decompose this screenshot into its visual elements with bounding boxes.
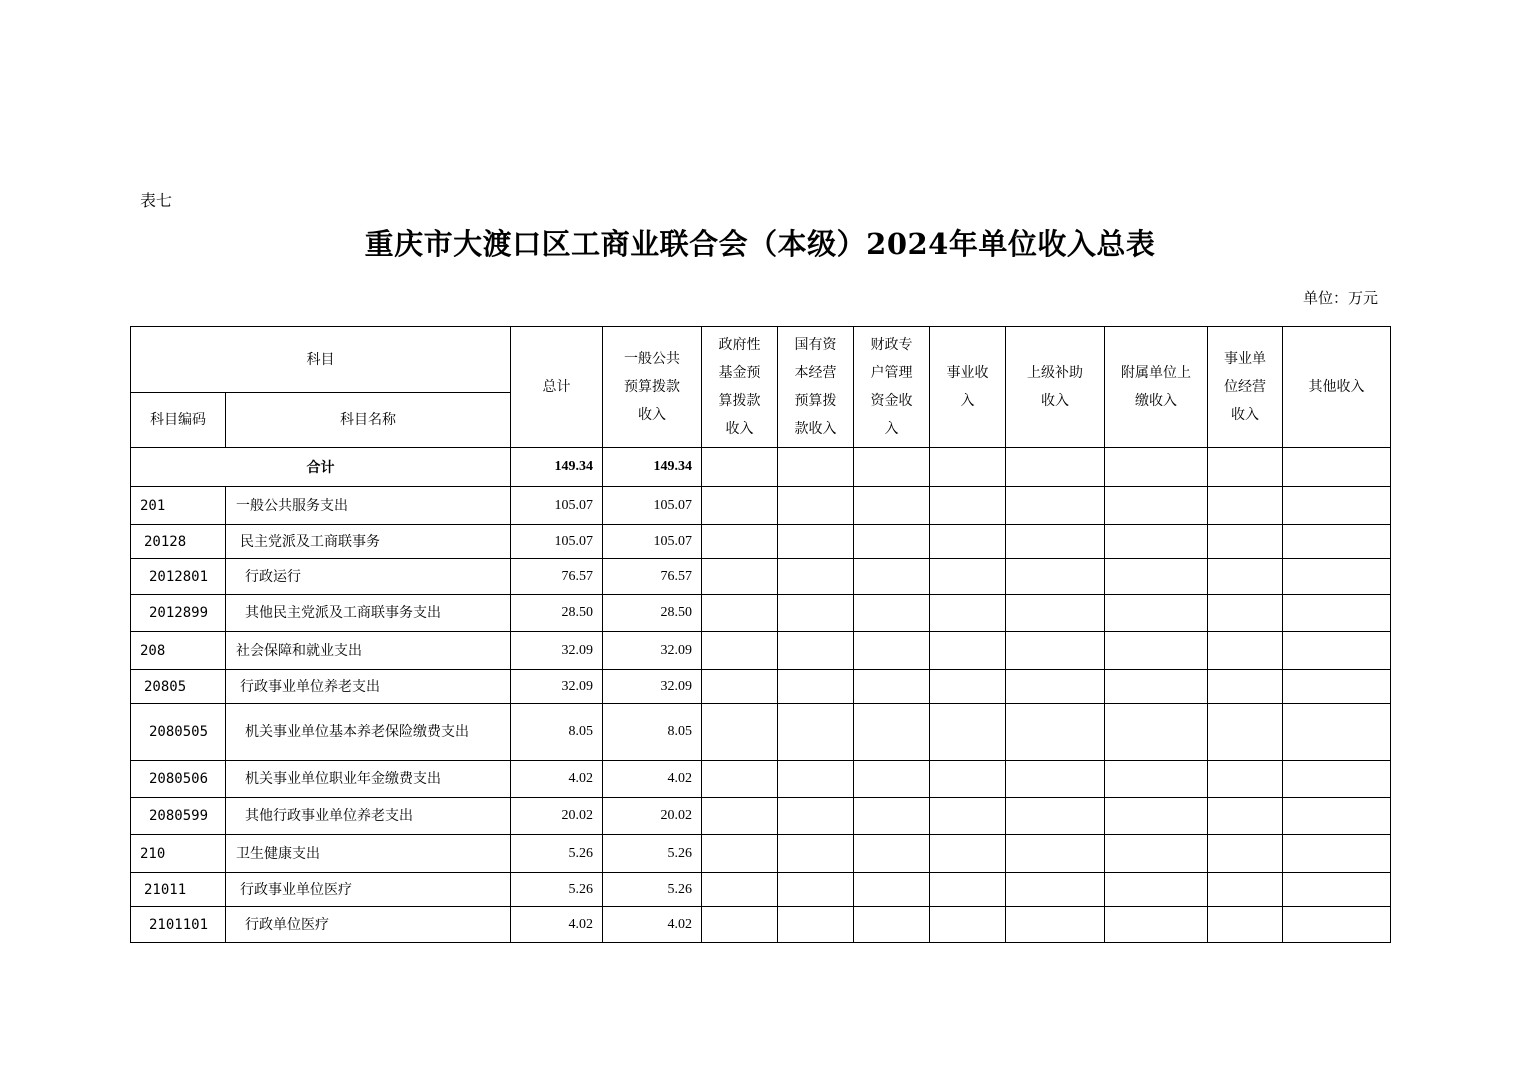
- empty-cell: [702, 525, 778, 559]
- table-row: [131, 487, 1391, 525]
- table-body: [131, 448, 1391, 943]
- empty-cell: [1006, 448, 1105, 487]
- table-header: [131, 327, 1391, 448]
- total-value: 32.09: [511, 670, 603, 704]
- header-line: 预算拨: [794, 393, 837, 409]
- subject-name: 行政单位医疗: [226, 907, 511, 943]
- subject-code: 201: [131, 487, 226, 525]
- header-line: 收入: [638, 407, 666, 423]
- total-value: 76.57: [511, 559, 603, 595]
- total-label: 合计: [131, 448, 511, 487]
- header-total: 总计: [511, 327, 603, 448]
- empty-cell: [854, 559, 930, 595]
- empty-cell: [930, 487, 1006, 525]
- empty-cell: [930, 761, 1006, 798]
- empty-cell: [778, 670, 854, 704]
- total-total: 149.34: [511, 448, 603, 487]
- empty-cell: [1105, 670, 1208, 704]
- subject-name: 一般公共服务支出: [226, 487, 511, 525]
- empty-cell: [1105, 559, 1208, 595]
- empty-cell: [778, 595, 854, 632]
- empty-cell: [930, 873, 1006, 907]
- empty-cell: [1208, 487, 1283, 525]
- empty-cell: [1105, 525, 1208, 559]
- general-budget-value: 20.02: [603, 798, 702, 835]
- empty-cell: [1105, 761, 1208, 798]
- header-line: 收入: [1231, 407, 1259, 423]
- empty-cell: [1208, 632, 1283, 670]
- total-value: 8.05: [511, 704, 603, 761]
- header-line: 附属单位上: [1121, 365, 1191, 381]
- empty-cell: [702, 448, 778, 487]
- total-value: 5.26: [511, 873, 603, 907]
- empty-cell: [1283, 873, 1391, 907]
- empty-cell: [1283, 761, 1391, 798]
- header-gov-fund: [702, 327, 778, 448]
- table-row: [131, 798, 1391, 835]
- empty-cell: [930, 525, 1006, 559]
- header-line: 算拨款: [718, 393, 761, 409]
- table-row: [131, 632, 1391, 670]
- header-line: 本经营: [794, 365, 837, 381]
- empty-cell: [854, 487, 930, 525]
- empty-cell: [1105, 873, 1208, 907]
- empty-cell: [778, 448, 854, 487]
- empty-cell: [778, 835, 854, 873]
- empty-cell: [1208, 448, 1283, 487]
- header-general-budget: [603, 327, 702, 448]
- empty-cell: [1208, 761, 1283, 798]
- subject-code: 2080506: [131, 761, 226, 798]
- total-value: 5.26: [511, 835, 603, 873]
- subject-code: 2012899: [131, 595, 226, 632]
- subject-code: 208: [131, 632, 226, 670]
- empty-cell: [854, 525, 930, 559]
- empty-cell: [1208, 595, 1283, 632]
- general-budget-value: 28.50: [603, 595, 702, 632]
- total-general-budget: 149.34: [603, 448, 702, 487]
- total-value: 4.02: [511, 761, 603, 798]
- empty-cell: [778, 907, 854, 943]
- empty-cell: [1208, 670, 1283, 704]
- empty-cell: [778, 798, 854, 835]
- empty-cell: [930, 907, 1006, 943]
- subject-name: 其他行政事业单位养老支出: [226, 798, 511, 835]
- empty-cell: [854, 632, 930, 670]
- empty-cell: [778, 487, 854, 525]
- empty-cell: [702, 907, 778, 943]
- empty-cell: [930, 835, 1006, 873]
- empty-cell: [702, 873, 778, 907]
- empty-cell: [1208, 704, 1283, 761]
- empty-cell: [1283, 704, 1391, 761]
- empty-cell: [1006, 559, 1105, 595]
- empty-cell: [1006, 761, 1105, 798]
- empty-cell: [854, 798, 930, 835]
- general-budget-value: 76.57: [603, 559, 702, 595]
- empty-cell: [1105, 632, 1208, 670]
- empty-cell: [702, 632, 778, 670]
- header-line: 事业收: [946, 365, 989, 381]
- empty-cell: [1006, 798, 1105, 835]
- header-line: 基金预: [718, 365, 761, 381]
- empty-cell: [1006, 907, 1105, 943]
- header-line: 收入: [1041, 393, 1069, 409]
- empty-cell: [1208, 798, 1283, 835]
- subject-name: 机关事业单位职业年金缴费支出: [226, 761, 511, 798]
- empty-cell: [1105, 595, 1208, 632]
- empty-cell: [1006, 632, 1105, 670]
- subject-code: 2080505: [131, 704, 226, 761]
- header-line: 预算拨款: [624, 379, 680, 395]
- header-line: 位经营: [1224, 379, 1266, 395]
- empty-cell: [1006, 487, 1105, 525]
- empty-cell: [854, 761, 930, 798]
- empty-cell: [1006, 670, 1105, 704]
- total-row: [131, 448, 1391, 487]
- empty-cell: [1283, 907, 1391, 943]
- header-state-capital: [778, 327, 854, 448]
- empty-cell: [1283, 448, 1391, 487]
- table-row: [131, 525, 1391, 559]
- empty-cell: [1283, 798, 1391, 835]
- empty-cell: [702, 835, 778, 873]
- empty-cell: [1006, 873, 1105, 907]
- empty-cell: [1208, 525, 1283, 559]
- empty-cell: [1105, 448, 1208, 487]
- subject-code: 20805: [131, 670, 226, 704]
- subject-code: 2101101: [131, 907, 226, 943]
- general-budget-value: 4.02: [603, 907, 702, 943]
- empty-cell: [778, 761, 854, 798]
- empty-cell: [1105, 907, 1208, 943]
- empty-cell: [930, 448, 1006, 487]
- header-line: 款收入: [794, 421, 837, 437]
- empty-cell: [930, 632, 1006, 670]
- income-summary-table: [130, 326, 1391, 943]
- empty-cell: [778, 704, 854, 761]
- general-budget-value: 32.09: [603, 670, 702, 704]
- empty-cell: [930, 670, 1006, 704]
- general-budget-value: 5.26: [603, 835, 702, 873]
- empty-cell: [1006, 704, 1105, 761]
- empty-cell: [1283, 525, 1391, 559]
- subject-name: 社会保障和就业支出: [226, 632, 511, 670]
- subject-name: 卫生健康支出: [226, 835, 511, 873]
- empty-cell: [1105, 835, 1208, 873]
- empty-cell: [854, 670, 930, 704]
- subject-name: 行政事业单位医疗: [226, 873, 511, 907]
- empty-cell: [1006, 525, 1105, 559]
- table-row: [131, 670, 1391, 704]
- empty-cell: [778, 632, 854, 670]
- subject-code: 20128: [131, 525, 226, 559]
- empty-cell: [1105, 704, 1208, 761]
- empty-cell: [778, 525, 854, 559]
- header-superior-subsidy: [1006, 327, 1105, 448]
- general-budget-value: 32.09: [603, 632, 702, 670]
- empty-cell: [1283, 595, 1391, 632]
- subject-code: 2080599: [131, 798, 226, 835]
- empty-cell: [930, 559, 1006, 595]
- empty-cell: [1208, 835, 1283, 873]
- empty-cell: [854, 835, 930, 873]
- empty-cell: [702, 559, 778, 595]
- subject-name: 行政事业单位养老支出: [226, 670, 511, 704]
- document-title: 重庆市大渡口区工商业联合会（本级）2024年单位收入总表: [364, 227, 1156, 261]
- table-number-label: 表七: [140, 191, 173, 210]
- table-row: [131, 595, 1391, 632]
- empty-cell: [930, 704, 1006, 761]
- empty-cell: [1105, 487, 1208, 525]
- table-row: [131, 873, 1391, 907]
- table-row: [131, 559, 1391, 595]
- header-line: 事业单: [1224, 351, 1266, 367]
- empty-cell: [702, 487, 778, 525]
- header-subject-name: 科目名称: [226, 393, 511, 448]
- empty-cell: [702, 595, 778, 632]
- subject-code: 2012801: [131, 559, 226, 595]
- empty-cell: [854, 595, 930, 632]
- subject-code: 210: [131, 835, 226, 873]
- empty-cell: [930, 595, 1006, 632]
- general-budget-value: 5.26: [603, 873, 702, 907]
- empty-cell: [1208, 907, 1283, 943]
- header-line: 财政专: [870, 337, 913, 353]
- general-budget-value: 4.02: [603, 761, 702, 798]
- empty-cell: [1283, 487, 1391, 525]
- header-fiscal-special: [854, 327, 930, 448]
- total-value: 28.50: [511, 595, 603, 632]
- general-budget-value: 8.05: [603, 704, 702, 761]
- header-line: 缴收入: [1135, 393, 1177, 409]
- empty-cell: [1006, 835, 1105, 873]
- subject-name: 其他民主党派及工商联事务支出: [226, 595, 511, 632]
- empty-cell: [778, 559, 854, 595]
- total-value: 4.02: [511, 907, 603, 943]
- empty-cell: [1105, 798, 1208, 835]
- empty-cell: [854, 448, 930, 487]
- empty-cell: [930, 798, 1006, 835]
- empty-cell: [854, 704, 930, 761]
- header-line: 户管理: [870, 365, 913, 381]
- table-row: [131, 907, 1391, 943]
- header-line: 一般公共: [624, 351, 680, 367]
- header-business-income: [930, 327, 1006, 448]
- general-budget-value: 105.07: [603, 525, 702, 559]
- empty-cell: [778, 873, 854, 907]
- general-budget-value: 105.07: [603, 487, 702, 525]
- header-line: 入: [960, 393, 975, 409]
- subject-name: 行政运行: [226, 559, 511, 595]
- empty-cell: [1006, 595, 1105, 632]
- table-row: [131, 835, 1391, 873]
- total-value: 105.07: [511, 487, 603, 525]
- empty-cell: [1283, 670, 1391, 704]
- header-affiliate-payment: [1105, 327, 1208, 448]
- header-business-operation: [1208, 327, 1283, 448]
- empty-cell: [1283, 559, 1391, 595]
- header-line: 资金收: [870, 393, 913, 409]
- subject-code: 21011: [131, 873, 226, 907]
- header-line: 政府性: [718, 337, 761, 353]
- table-row: [131, 761, 1391, 798]
- header-line: 上级补助: [1027, 365, 1083, 381]
- empty-cell: [702, 798, 778, 835]
- header-line: 入: [884, 421, 899, 437]
- subject-name: 机关事业单位基本养老保险缴费支出: [226, 704, 511, 761]
- total-value: 105.07: [511, 525, 603, 559]
- table-row: [131, 704, 1391, 761]
- empty-cell: [854, 907, 930, 943]
- empty-cell: [702, 761, 778, 798]
- empty-cell: [1283, 835, 1391, 873]
- total-value: 32.09: [511, 632, 603, 670]
- unit-label: 单位：万元: [1302, 289, 1378, 307]
- header-line: 收入: [725, 421, 754, 437]
- empty-cell: [1283, 632, 1391, 670]
- empty-cell: [702, 704, 778, 761]
- empty-cell: [1208, 873, 1283, 907]
- empty-cell: [702, 670, 778, 704]
- empty-cell: [1208, 559, 1283, 595]
- header-other-income: 其他收入: [1283, 327, 1391, 448]
- subject-name: 民主党派及工商联事务: [226, 525, 511, 559]
- total-value: 20.02: [511, 798, 603, 835]
- header-subject: 科目: [131, 327, 511, 393]
- empty-cell: [854, 873, 930, 907]
- header-line: 国有资: [794, 337, 837, 353]
- header-subject-code: 科目编码: [131, 393, 226, 448]
